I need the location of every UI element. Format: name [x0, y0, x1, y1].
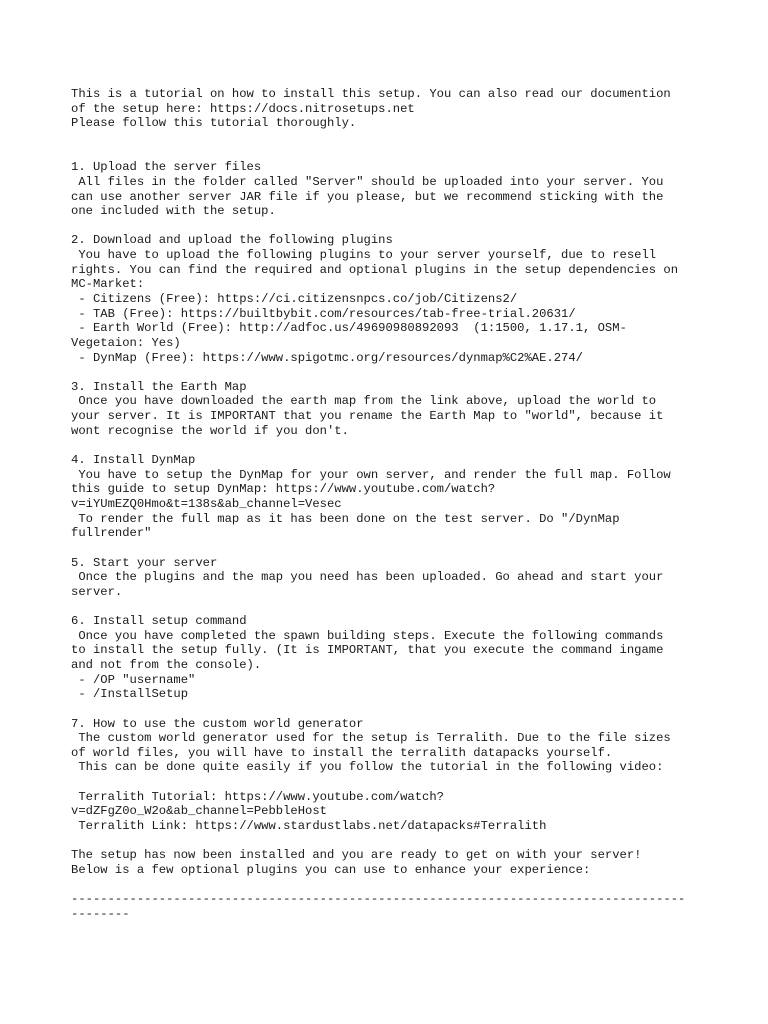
step-4-title: 4. Install DynMap — [71, 453, 196, 468]
step-7-title: 7. How to use the custom world generator — [71, 716, 364, 731]
intro-line: Please follow this tutorial thoroughly. — [71, 116, 357, 131]
step-6-section — [71, 614, 711, 702]
step-1-line: All files in the folder called "Server" should be uploaded into your server. You — [71, 174, 664, 189]
step-5-section — [71, 556, 711, 600]
step-5-title: 5. Start your server — [71, 555, 218, 570]
step-1-section — [71, 160, 711, 219]
closing-line: Below is a few optional plugins you can use to enhance your experience: — [71, 862, 591, 877]
terralith-link: Terralith Link: https://www.stardustlabs.net/datapacks#Terralith — [71, 819, 547, 834]
separator-dashes: -------- — [71, 906, 130, 921]
separator-dashes: ------------------------------------------------------------------------------------ — [71, 892, 686, 907]
terralith-tutorial-link: Terralith Tutorial: https://www.youtube.com/watch? — [71, 789, 444, 804]
step-7-line: This can be done quite easily if you follow the tutorial in the following video: — [71, 760, 664, 775]
step-6-line: to install the setup fully. (It is IMPORTANT, that you execute the command ingame — [71, 643, 664, 658]
step-6-line: and not from the console). — [71, 658, 262, 672]
step-1-line: can use another server JAR file if you please, but we recommend sticking with the — [71, 189, 664, 204]
step-5-line: Once the plugins and the map you need has been uploaded. Go ahead and start your — [71, 570, 664, 585]
command-op: - /OP "username" — [71, 672, 196, 687]
step-3-section — [71, 380, 711, 439]
separator-line — [71, 892, 711, 921]
terralith-tutorial-link-cont: v=dZFgZ0o_W2o&ab_channel=PebbleHost — [71, 804, 327, 819]
terralith-links — [71, 790, 711, 834]
step-6-title: 6. Install setup command — [71, 614, 247, 629]
step-4-line: You have to setup the DynMap for your own server, and render the full map. Follow — [71, 467, 671, 482]
step-1-title: 1. Upload the server files — [71, 160, 262, 175]
intro-line: of the setup here: https://docs.nitrosetups.net — [71, 101, 415, 116]
command-installsetup: - /InstallSetup — [71, 687, 189, 702]
plugin-earth-world-cont: Vegetaion: Yes) — [71, 335, 181, 350]
step-7-line: The custom world generator used for the setup is Terralith. Due to the file sizes — [71, 731, 671, 746]
step-3-line: your server. It is IMPORTANT that you rename the Earth Map to "world", because it — [71, 409, 664, 424]
closing-line: The setup has now been installed and you are ready to get on with your server! — [71, 848, 642, 863]
step-1-line: one included with the setup. — [71, 204, 276, 219]
tutorial-document — [71, 87, 711, 922]
step-2-line: MC-Market: — [71, 277, 145, 292]
step-3-line: wont recognise the world if you don't. — [71, 423, 349, 438]
step-4-line: v=iYUmEZQ0Hmo&t=138s&ab_channel=Vesec — [71, 496, 342, 511]
step-2-line: You have to upload the following plugins to your server yourself, due to resell — [71, 248, 657, 263]
step-3-title: 3. Install the Earth Map — [71, 379, 247, 394]
plugin-tab: - TAB (Free): https://builtbybit.com/resources/tab-free-trial.20631/ — [71, 306, 576, 321]
plugin-dynmap: - DynMap (Free): https://www.spigotmc.org/resources/dynmap%C2%AE.274/ — [71, 350, 583, 365]
closing-paragraph — [71, 848, 711, 877]
step-2-title: 2. Download and upload the following plugins — [71, 233, 393, 248]
step-4-line: To render the full map as it has been done on the test server. Do "/DynMap — [71, 511, 620, 526]
step-5-line: server. — [71, 584, 123, 599]
step-2-section — [71, 233, 711, 365]
step-7-section — [71, 717, 711, 776]
step-4-line: this guide to setup DynMap: https://www.youtube.com/watch? — [71, 482, 496, 497]
intro-line: This is a tutorial on how to install this setup. You can also read our documention — [71, 87, 671, 101]
step-3-line: Once you have downloaded the earth map from the link above, upload the world to — [71, 394, 657, 409]
step-4-line: fullrender" — [71, 526, 152, 541]
plugin-citizens: - Citizens (Free): https://ci.citizensnpcs.co/job/Citizens2/ — [71, 291, 518, 306]
step-6-line: Once you have completed the spawn building steps. Execute the following commands — [71, 628, 664, 643]
step-4-section — [71, 453, 711, 541]
step-2-line: rights. You can find the required and optional plugins in the setup dependencies on — [71, 262, 679, 277]
step-7-line: of world files, you will have to install the terralith datapacks yourself. — [71, 745, 613, 760]
intro-paragraph — [71, 87, 711, 131]
plugin-earth-world: - Earth World (Free): http://adfoc.us/49690980892093 (1:1500, 1.17.1, OSM- — [71, 321, 627, 336]
